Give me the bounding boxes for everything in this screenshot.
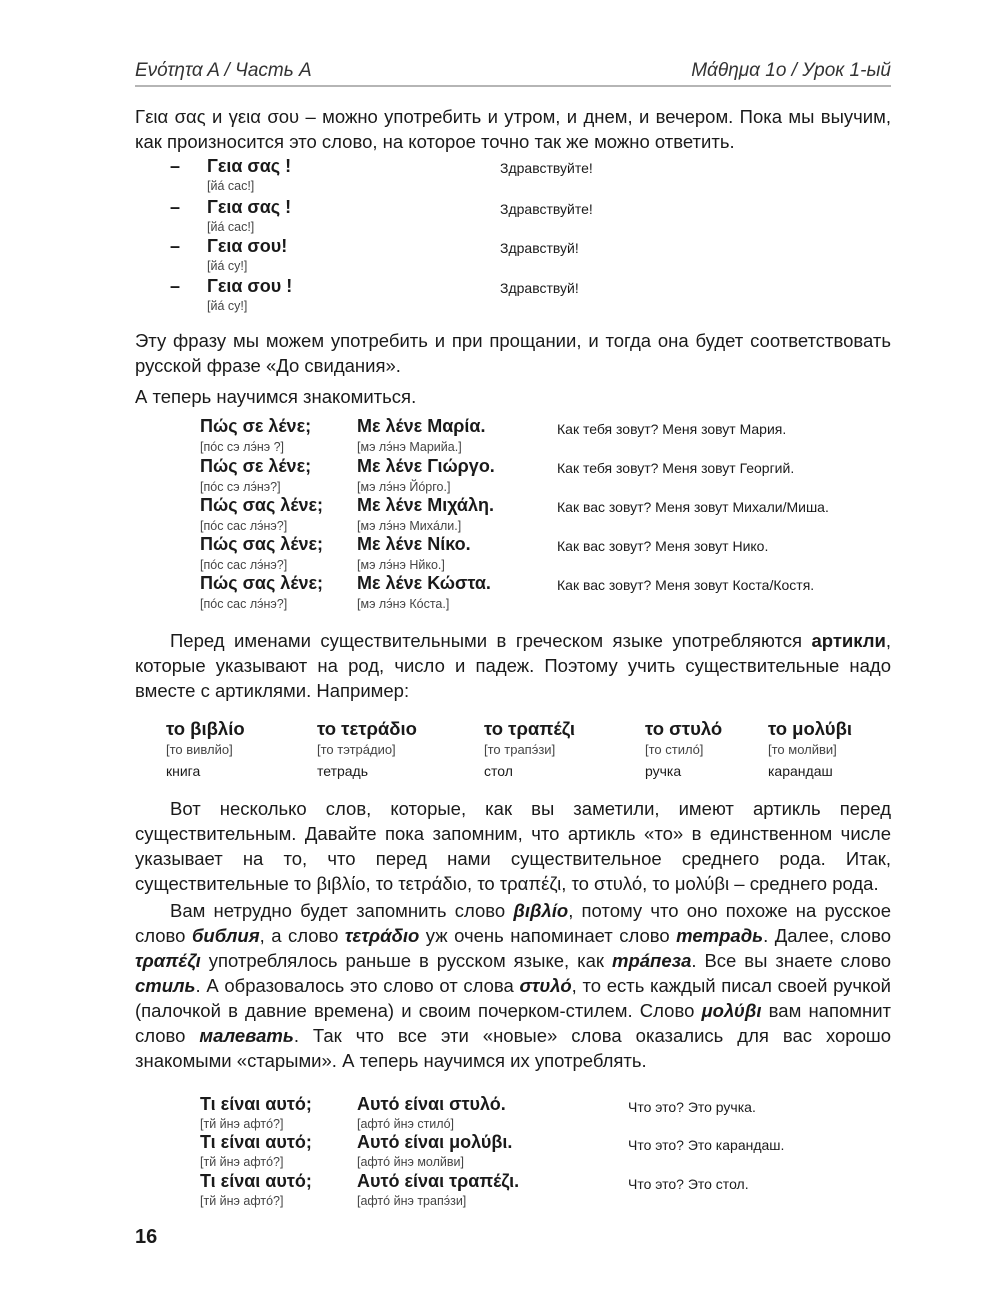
article-explanation-paragraph: Вот несколько слов, которые, как вы заметили, имеют артикль перед существительным. Давайте пока запомним, что артикль «то» в единственном числе указывает на то, что перед нами существительное среднего рода. Итак, существительные το βιβλίο, το τετράδιο, το τραπέζι, το στυλό, το μολύβι – среднего рода.: [135, 798, 891, 894]
vocabulary-row: [166, 718, 900, 788]
vocab-greek: το τραπέζι: [484, 718, 575, 739]
names-dialog-table: [200, 416, 900, 616]
transliteration: [мэ лэ́нэ Марийа.]: [357, 440, 462, 454]
articles-paragraph: [135, 628, 891, 703]
vocab-russian: тетрадь: [317, 763, 369, 779]
text: . Далее, слово: [763, 925, 891, 946]
transliteration: [афтó йнэ трапэ́зи]: [357, 1194, 467, 1208]
transliteration: [йá су!]: [207, 259, 248, 273]
vocab-greek: το βιβλίο: [166, 718, 245, 739]
russian-translation: Как тебя зовут? Меня зовут Мария.: [557, 421, 787, 437]
text: Вам нетрудно будет запомнить слово: [170, 900, 514, 921]
greek-question: Πώς σας λένε;: [200, 495, 323, 515]
vocab-russian: карандаш: [768, 763, 833, 779]
greek-answer: Με λένε Γιώργο.: [357, 456, 495, 476]
vocab-russian: стол: [484, 763, 513, 779]
emphasis: μολύβι: [701, 1000, 762, 1021]
text: Перед именами существительными в греческом языке употребляются: [170, 630, 812, 651]
page-number: 16: [135, 1226, 158, 1248]
emphasis: малевать: [199, 1025, 294, 1046]
vocab-greek: το μολύβι: [768, 718, 853, 739]
russian-translation: Что это? Это ручка.: [628, 1099, 756, 1115]
transliteration: [пóс сэ лэ́нэ ?]: [200, 440, 285, 454]
greek-question: Πώς σε λένε;: [200, 456, 312, 476]
russian-translation: Как вас зовут? Меня зовут Коста/Костя.: [557, 577, 815, 593]
russian-translation: Как вас зовут? Меня зовут Михали/Миша.: [557, 499, 829, 515]
transliteration: [афтó йнэ молйви]: [357, 1155, 464, 1169]
dash: –: [170, 236, 181, 256]
emphasis: στυλό: [519, 975, 572, 996]
emphasis: βιβλίο: [513, 900, 569, 921]
greek-question: Πώς σας λένε;: [200, 573, 323, 593]
transliteration: [пóс сас лэ́нэ?]: [200, 558, 288, 572]
transliteration: [йá су!]: [207, 299, 248, 313]
text: уж очень напоминает слово: [419, 925, 677, 946]
russian-translation: Что это? Это карандаш.: [628, 1137, 785, 1153]
vocab-russian: ручка: [645, 763, 682, 779]
emphasis: τραπέζι: [135, 950, 201, 971]
greek-question: Πώς σε λένε;: [200, 416, 312, 436]
greek-answer: Με λένε Νίκο.: [357, 534, 471, 554]
greek-answer: Αυτό είναι στυλό.: [357, 1094, 506, 1114]
emphasis: тетрадь: [676, 925, 764, 946]
text: , которые указывают на род, число и падеж. Поэтому учить существительные надо вместе с артиклями. Например:: [135, 630, 891, 701]
vocab-translit: [то стилó]: [645, 742, 704, 757]
russian-translation: Здравствуйте!: [500, 160, 593, 176]
transliteration: [мэ лэ́нэ Нйко.]: [357, 558, 445, 572]
greek-answer: Με λένε Μιχάλη.: [357, 495, 495, 515]
dash: –: [170, 276, 181, 296]
running-header: [135, 60, 891, 87]
transliteration: [мэ лэ́нэ Йóрго.]: [357, 480, 451, 494]
transliteration: [мэ лэ́нэ Кóста.]: [357, 597, 450, 611]
transliteration: [афтó йнэ стилó]: [357, 1117, 454, 1131]
emphasis: τετράδιο: [344, 925, 420, 946]
vocab-russian: книга: [166, 763, 201, 779]
text: , потому что оно похоже на русское слово: [135, 900, 891, 946]
text: вам напомнит слово: [135, 1000, 891, 1046]
russian-translation: Здравствуй!: [500, 280, 579, 296]
vocab-translit: [то вивлйо]: [166, 742, 233, 757]
transliteration: [тй йнэ афтó?]: [200, 1117, 284, 1131]
text: . Так что все эти «новые» слова оказались для вас хорошо знакомыми «старыми». А теперь научимся их употреблять.: [135, 1025, 892, 1071]
transliteration: [тй йнэ афтó?]: [200, 1194, 284, 1208]
transliteration: [йá сас!]: [207, 179, 255, 193]
greek-phrase: Γεια σας !: [207, 197, 292, 217]
vocab-greek: το στυλό: [645, 718, 723, 739]
emphasis: библия: [191, 925, 260, 946]
text: , а слово: [259, 925, 345, 946]
transliteration: [йá сас!]: [207, 220, 255, 234]
intro-names-line: А теперь научимся знакомиться.: [135, 386, 417, 407]
farewell-paragraph: Эту фразу мы можем употребить и при прощании, и тогда она будет соответствовать русской фразе «До свидания».: [135, 330, 891, 376]
cognates-paragraph: [135, 898, 891, 1073]
greek-phrase: Γεια σου !: [207, 276, 293, 296]
term-articles: артикли: [811, 630, 886, 651]
text: . Все вы знаете слово: [691, 950, 892, 971]
emphasis: стиль: [135, 975, 196, 996]
text: употреблялось раньше в русском языке, как: [200, 950, 612, 971]
russian-translation: Как тебя зовут? Меня зовут Георгий.: [557, 460, 795, 476]
greek-phrase: Γεια σου!: [207, 236, 288, 256]
greetings-list: [140, 156, 740, 321]
text: . А образовалось это слово от слова: [195, 975, 520, 996]
vocab-translit: [то тэтрáдио]: [317, 742, 396, 757]
greek-question: Τι είναι αυτό;: [200, 1171, 312, 1191]
vocab-greek: το τετράδιο: [317, 718, 417, 739]
russian-translation: Здравствуйте!: [500, 201, 593, 217]
greek-answer: Αυτό είναι μολύβι.: [357, 1132, 513, 1152]
greek-answer: Με λένε Κώστα.: [357, 573, 491, 593]
dash: –: [170, 197, 181, 217]
greek-question: Πώς σας λένε;: [200, 534, 323, 554]
header-section: Ενότητα Α / Часть А: [135, 60, 312, 81]
transliteration: [мэ лэ́нэ Михáли.]: [357, 519, 462, 533]
russian-translation: Как вас зовут? Меня зовут Нико.: [557, 538, 769, 554]
greek-answer: Αυτό είναι τραπέζι.: [357, 1171, 520, 1191]
greek-phrase: Γεια σας !: [207, 156, 292, 176]
dash: –: [170, 156, 181, 176]
transliteration: [тй йнэ афтó?]: [200, 1155, 284, 1169]
russian-translation: Что это? Это стол.: [628, 1176, 749, 1192]
transliteration: [пóс сэ лэ́нэ?]: [200, 480, 281, 494]
emphasis: трáпеза: [612, 950, 692, 971]
greek-answer: Με λένε Μαρία.: [357, 416, 486, 436]
header-lesson: Μάθημα 1ο / Урок 1-ый: [691, 60, 891, 81]
text: , то есть каждый писал своей ручкой (палочкой в давние времена) и своим почерком-стилем. Слово: [135, 975, 891, 1021]
vocab-translit: [то трапэ́зи]: [484, 742, 556, 757]
vocab-translit: [то молйви]: [768, 742, 837, 757]
what-is-it-table: [200, 1094, 900, 1219]
intro-paragraph: Γεια σας и γεια σου – можно употребить и утром, и днем, и вечером. Пока мы выучим, как произносится это слово, на которое точно так же можно ответить.: [135, 106, 891, 152]
transliteration: [пóс сас лэ́нэ?]: [200, 519, 288, 533]
textbook-page: [135, 60, 891, 87]
transliteration: [пóс сас лэ́нэ?]: [200, 597, 288, 611]
greek-question: Τι είναι αυτό;: [200, 1094, 312, 1114]
russian-translation: Здравствуй!: [500, 240, 579, 256]
greek-question: Τι είναι αυτό;: [200, 1132, 312, 1152]
